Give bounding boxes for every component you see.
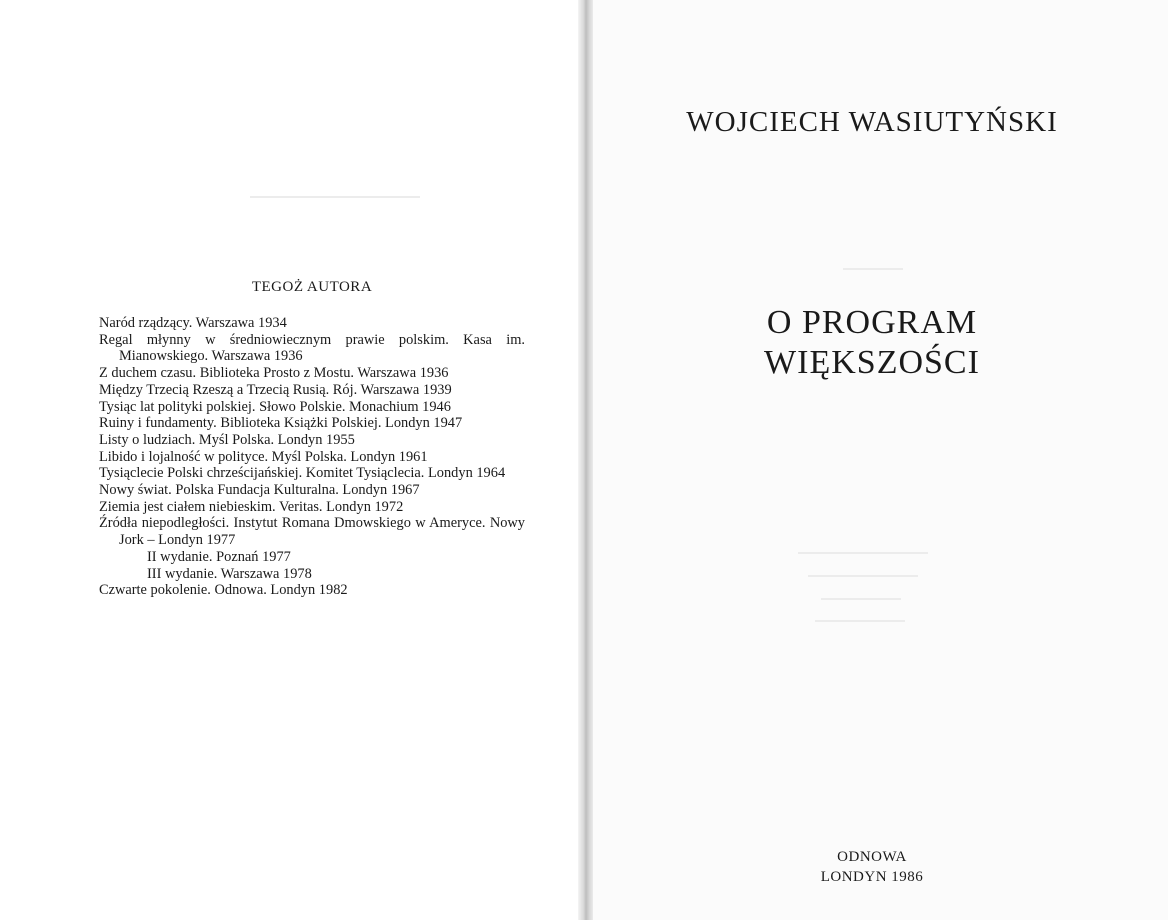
show-through-mark (815, 620, 905, 622)
edition-entry: II wydanie. Poznań 1977 (147, 548, 291, 565)
work-entry: Ziemia jest ciałem niebieskim. Veritas. Londyn 1972 (99, 498, 404, 515)
work-entry: Libido i lojalność w polityce. Myśl Polska. Londyn 1961 (99, 448, 428, 465)
edition-entry: III wydanie. Warszawa 1978 (147, 565, 312, 582)
list-item (99, 549, 525, 566)
list-item (99, 415, 525, 432)
list-item (99, 465, 525, 482)
list-item (99, 399, 525, 416)
work-entry: Nowy świat. Polska Fundacja Kulturalna. Londyn 1967 (99, 482, 420, 499)
work-entry: Listy o ludziach. Myśl Polska. Londyn 1955 (99, 431, 355, 448)
work-entry: Tysiąc lat polityki polskiej. Słowo Polskie. Monachium 1946 (99, 398, 451, 415)
list-item (99, 582, 525, 599)
work-entry: Naród rządzący. Warszawa 1934 (99, 315, 287, 331)
list-item (99, 482, 525, 499)
show-through-mark (843, 268, 903, 270)
works-heading: TEGOŻ AUTORA (251, 279, 373, 295)
title-line-2: WIĘKSZOŚCI (764, 344, 980, 381)
publisher-imprint (596, 847, 1148, 887)
list-item (99, 382, 525, 399)
list-item (99, 315, 525, 332)
list-item (99, 332, 525, 365)
publisher-name: ODNOWA (837, 849, 907, 865)
work-entry: Z duchem czasu. Biblioteka Prosto z Mostu. Warszawa 1936 (99, 365, 449, 382)
book-gutter (578, 0, 594, 920)
list-item (99, 432, 525, 449)
list-item (99, 515, 525, 548)
show-through-mark (798, 552, 928, 554)
list-item (99, 566, 525, 583)
work-entry: Tysiąclecie Polski chrześcijańskiej. Komitet Tysiąclecia. Londyn 1964 (99, 465, 506, 482)
work-entry: Ruiny i fundamenty. Biblioteka Książki Polskiej. Londyn 1947 (99, 415, 463, 432)
author-name: WOJCIECH WASIUTYŃSKI (686, 106, 1058, 138)
title-line-1: O PROGRAM (766, 304, 978, 341)
place-year: LONDYN 1986 (820, 869, 924, 885)
work-entry: Między Trzecią Rzeszą a Trzecią Rusią. Rój. Warszawa 1939 (99, 381, 452, 398)
work-entry: Czwarte pokolenie. Odnowa. Londyn 1982 (99, 582, 348, 599)
show-through-mark (250, 196, 420, 198)
show-through-mark (808, 575, 918, 577)
book-title (596, 303, 1148, 383)
works-list (99, 315, 525, 599)
work-entry: Regal młynny w średniowiecznym prawie polskim. Kasa im. Mianowskiego. Warszawa 1936 (99, 331, 525, 365)
list-item (99, 365, 525, 382)
list-item (99, 449, 525, 466)
show-through-mark (821, 598, 901, 600)
work-entry: Źródła niepodległości. Instytut Romana Dmowskiego w Ameryce. Nowy Jork – Londyn 1977 (99, 515, 525, 549)
list-item (99, 499, 525, 516)
